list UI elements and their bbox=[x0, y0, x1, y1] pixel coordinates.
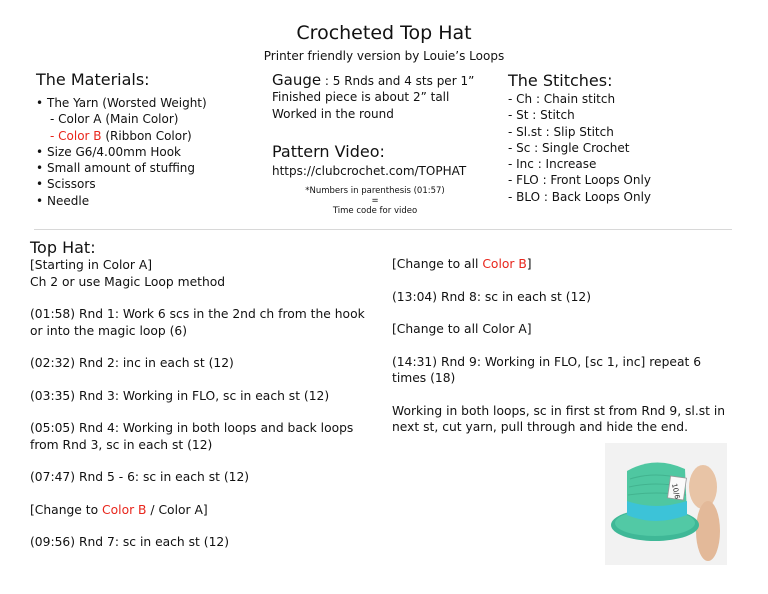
video-note: *Numbers in parenthesis (01:57) = Time code for video bbox=[305, 186, 445, 216]
stitches-list bbox=[508, 91, 728, 205]
stitch-item: - St : Stitch bbox=[508, 108, 575, 123]
gauge-section bbox=[272, 72, 502, 122]
section-divider bbox=[34, 229, 732, 230]
material-color-b: - Color B (Ribbon Color) bbox=[50, 128, 192, 143]
materials-section bbox=[36, 70, 251, 209]
pattern-rnd-3: (03:35) Rnd 3: Working in FLO, sc in each st (12) bbox=[30, 388, 330, 403]
bullet-icon: • bbox=[36, 144, 44, 159]
top-hat-photo bbox=[605, 443, 727, 565]
pattern-rnd-4: (05:05) Rnd 4: Working in both loops and back loops from Rnd 3, sc in each st (12) bbox=[30, 421, 354, 452]
pattern-change-color-3: [Change to all Color A] bbox=[392, 322, 532, 336]
page-title: Crocheted Top Hat bbox=[296, 22, 472, 44]
material-scissors: • Scissors bbox=[36, 177, 96, 192]
gauge-finished: Finished piece is about 2” tall bbox=[272, 90, 450, 105]
gauge-line bbox=[272, 72, 502, 89]
pattern-left-column bbox=[30, 239, 375, 567]
pattern-rnd-2: (02:32) Rnd 2: inc in each st (12) bbox=[30, 356, 234, 370]
pattern-rnd-9: (14:31) Rnd 9: Working in FLO, [sc 1, inc] repeat 6 times (18) bbox=[392, 354, 702, 385]
pattern-rnd-5-6: (07:47) Rnd 5 - 6: sc in each st (12) bbox=[30, 470, 250, 484]
material-hook: • Size G6/4.00mm Hook bbox=[36, 144, 181, 159]
video-url[interactable]: https://clubcrochet.com/TOPHAT bbox=[272, 164, 467, 178]
hat-tag-text: 10/6 bbox=[670, 482, 682, 500]
stitches-heading: The Stitches: bbox=[508, 71, 613, 90]
pattern-finish: Working in both loops, sc in first st from Rnd 9, sl.st in next st, cut yarn, pull through and hide the end. bbox=[392, 403, 726, 434]
pattern-rnd-8: (13:04) Rnd 8: sc in each st (12) bbox=[392, 289, 592, 304]
bullet-icon: • bbox=[36, 96, 44, 110]
material-needle: • Needle bbox=[36, 193, 90, 208]
pattern-start-color: [Starting in Color A] bbox=[30, 258, 153, 272]
video-section bbox=[272, 142, 502, 179]
stitch-item: - Sl.st : Slip Stitch bbox=[508, 124, 614, 139]
stitch-item: - FLO : Front Loops Only bbox=[508, 173, 651, 188]
pattern-heading: Top Hat: bbox=[30, 238, 96, 257]
page-subtitle: Printer friendly version by Louie’s Loops bbox=[263, 49, 505, 63]
pattern-start-method: Ch 2 or use Magic Loop method bbox=[30, 274, 226, 289]
stitch-item: - Ch : Chain stitch bbox=[508, 92, 616, 106]
materials-heading: The Materials: bbox=[36, 70, 150, 89]
gauge-value: : 5 Rnds and 4 sts per 1” bbox=[321, 74, 475, 88]
gauge-label: Gauge bbox=[272, 71, 322, 89]
video-heading: Pattern Video: bbox=[272, 142, 385, 161]
stitch-item: - BLO : Back Loops Only bbox=[508, 189, 652, 204]
stitch-item: - Inc : Increase bbox=[508, 157, 597, 172]
material-color-a: - Color A (Main Color) bbox=[50, 112, 179, 127]
materials-list bbox=[36, 95, 251, 209]
material-yarn: • The Yarn (Worsted Weight) bbox=[36, 96, 207, 110]
color-b-label: Color B bbox=[102, 502, 147, 517]
bullet-icon: • bbox=[36, 193, 44, 208]
stitches-section bbox=[508, 71, 728, 205]
stitch-item: - Sc : Single Crochet bbox=[508, 140, 630, 155]
color-b-label: Color B bbox=[58, 128, 102, 143]
material-stuffing: • Small amount of stuffing bbox=[36, 161, 196, 176]
pattern-rnd-7: (09:56) Rnd 7: sc in each st (12) bbox=[30, 535, 230, 549]
pattern-right-column bbox=[392, 256, 737, 452]
bullet-icon: • bbox=[36, 161, 44, 176]
color-b-label: Color B bbox=[482, 257, 527, 271]
gauge-worked: Worked in the round bbox=[272, 106, 394, 121]
pattern-change-color-1: [Change to Color B / Color A] bbox=[30, 502, 208, 517]
bullet-icon: • bbox=[36, 177, 44, 192]
pattern-change-color-2: [Change to all Color B] bbox=[392, 257, 532, 271]
pattern-rnd-1: (01:58) Rnd 1: Work 6 scs in the 2nd ch from the hook or into the magic loop (6) bbox=[30, 307, 365, 338]
